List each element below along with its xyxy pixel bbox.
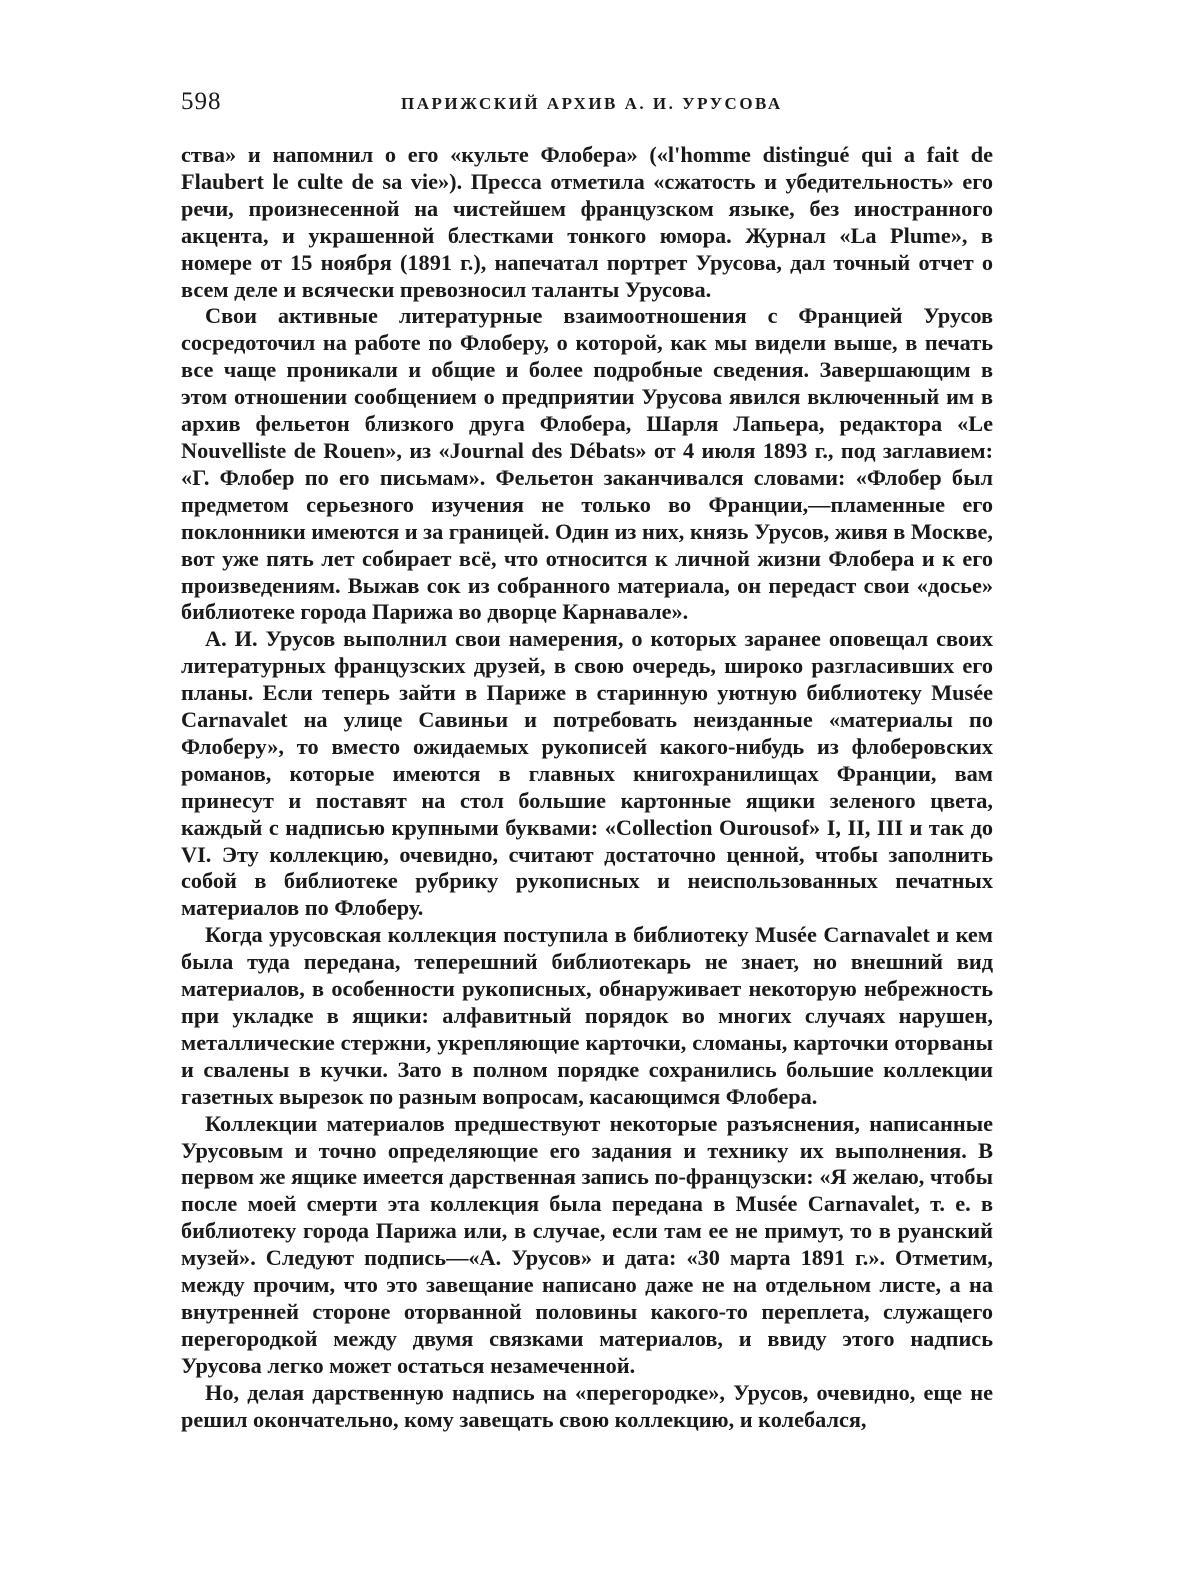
paragraph: Но, делая дарственную надпись на «перегородке», Урусов, очевидно, еще не решил окончательно, кому завещать свою коллекцию, и колебался, — [181, 1379, 993, 1432]
page-number: 598 — [181, 88, 222, 115]
paragraph: Свои активные литературные взаимоотношения с Францией Урусов сосредоточил на работе по Флоберу, о которой, как мы видели выше, в печать все чаще проникали и общие и более подробные сведения. Завершающим в этом отношении сообщением о предприятии Урусова явился включенный им в архив фельетон близкого друга Флобера, Шарля Лапьера, редактора «Le Nouvelliste de Rouen», из «Journal des Débats» от 4 июля 1893 г., под заглавием: «Г. Флобер по его письмам». Фельетон заканчивался словами: «Флобер был предметом серьезного изучения не только во Франции,—пламенные его поклонники имеются и за границей. Один из них, князь Урусов, живя в Москве, вот уже пять лет собирает всё, что относится к личной жизни Флобера и к его произведениям. Выжав сок из собранного материала, он передаст свои «досье» библиотеке города Парижа во дворце Карнавале». — [181, 303, 993, 625]
page-header — [181, 84, 993, 124]
document-page — [181, 84, 993, 1434]
body-text — [181, 142, 993, 1434]
paragraph: Когда урусовская коллекция поступила в библиотеку Musée Carnavalet и кем была туда передана, теперешний библиотекарь не знает, но внешний вид материалов, в особенности рукописных, обнаруживает некоторую небрежность при укладке в ящики: алфавитный порядок во многих случаях нарушен, металлические стержни, укрепляющие карточки, сломаны, карточки оторваны и свалены в кучки. Зато в полном порядке сохранились большие коллекции газетных вырезок по разным вопросам, касающимся Флобера. — [181, 922, 993, 1109]
paragraph: ства» и напомнил о его «культе Флобера» («l'homme distingué qui a fait de Flaubert le culte de sa vie»). Пресса отметила «сжатость и убедительность» его речи, произнесенной на чистейшем французском языке, без иностранного акцента, и украшенной блестками тонкого юмора. Журнал «La Plume», в номере от 15 ноября (1891 г.), напечатал портрет Урусова, дал точный отчет о всем деле и всячески превозносил таланты Урусова. — [181, 142, 993, 302]
running-title: ПАРИЖСКИЙ АРХИВ А. И. УРУСОВА — [401, 94, 783, 113]
paragraph: А. И. Урусов выполнил свои намерения, о которых заранее оповещал своих литературных французских друзей, в свою очередь, широко разгласивших его планы. Если теперь зайти в Париже в старинную уютную библиотеку Musée Carnavalet на улице Савиньи и потребовать неизданные «материалы по Флоберу», то вместо ожидаемых рукописей какого-нибудь из флоберовских романов, которые имеются в главных книгохранилищах Франции, вам принесут и поставят на стол большие картонные ящики зеленого цвета, каждый с надписью крупными буквами: «Collection Ourousof» I, II, III и так до VI. Эту коллекцию, очевидно, считают достаточно ценной, чтобы заполнить собой в библиотеке рубрику рукописных и неиспользованных печатных материалов по Флоберу. — [181, 626, 993, 921]
paragraph: Коллекции материалов предшествуют некоторые разъяснения, написанные Урусовым и точно определяющие его задания и технику их выполнения. В первом же ящике имеется дарственная запись по-французски: «Я желаю, чтобы после моей смерти эта коллекция была передана в Musée Carnavalet, т. е. в библиотеку города Парижа или, в случае, если там ее не примут, то в руанский музей». Следуют подпись—«А. Урусов» и дата: «30 марта 1891 г.». Отметим, между прочим, что это завещание написано даже не на отдельном листе, а на внутренней стороне оторванной половины какого-то переплета, служащего перегородкой между двумя связками материалов, и ввиду этого надпись Урусова легко может остаться незамеченной. — [181, 1110, 993, 1378]
